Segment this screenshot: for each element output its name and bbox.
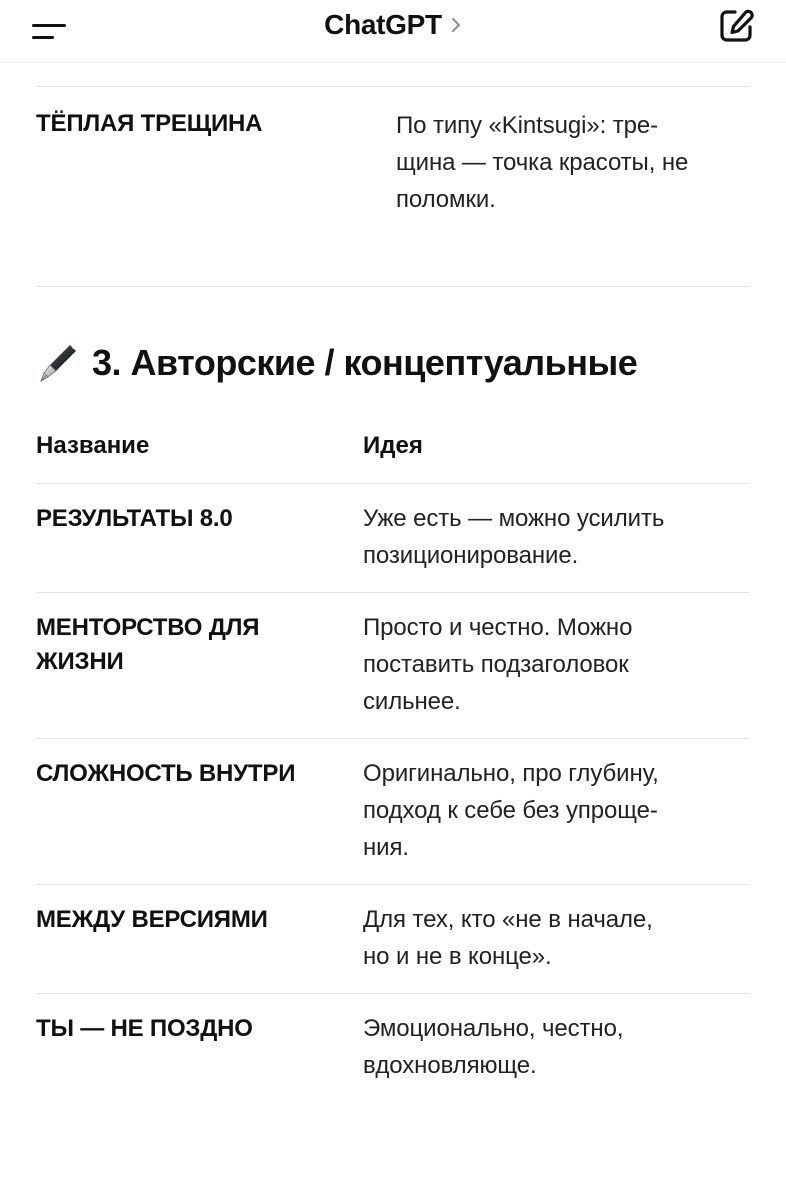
app-title: ChatGPT bbox=[324, 9, 442, 40]
column-header-idea: Идея bbox=[363, 432, 423, 459]
row-name: РЕЗУЛЬТАТЫ 8.0 bbox=[36, 505, 233, 532]
menu-icon bbox=[32, 24, 66, 27]
table-row bbox=[36, 885, 750, 994]
menu-button[interactable] bbox=[22, 10, 78, 50]
app-header bbox=[0, 0, 786, 63]
row-name: ТЁПЛАЯ ТРЕЩИНА bbox=[36, 110, 263, 137]
table-row bbox=[36, 739, 750, 885]
table-row bbox=[36, 994, 750, 1102]
column-header-name: Название bbox=[36, 432, 150, 459]
conversation-content bbox=[36, 62, 750, 1102]
fountain-pen-icon bbox=[36, 341, 80, 385]
row-idea: Эмоционально, честно, вдохновляюще. bbox=[363, 1015, 624, 1079]
row-idea: Оригинально, про глубину, подход к себе без упроще- ния. bbox=[363, 760, 659, 861]
new-chat-icon bbox=[716, 6, 756, 46]
new-chat-button[interactable] bbox=[708, 2, 764, 50]
section-heading bbox=[36, 335, 750, 391]
row-idea: По типу «Kintsugi»: тре- щина — точка красоты, не поломки. bbox=[396, 112, 689, 213]
row-name: МЕНТОРСТВО ДЛЯ ЖИЗНИ bbox=[36, 614, 260, 675]
model-selector-button[interactable] bbox=[324, 9, 462, 41]
table-row bbox=[36, 593, 750, 739]
table-row bbox=[36, 484, 750, 593]
row-name: СЛОЖНОСТЬ ВНУТРИ bbox=[36, 760, 296, 787]
table-header bbox=[36, 419, 750, 484]
chevron-right-icon bbox=[450, 17, 462, 33]
row-idea: Для тех, кто «не в начале, но и не в конце». bbox=[363, 906, 653, 970]
row-name: МЕЖДУ ВЕРСИЯМИ bbox=[36, 906, 268, 933]
table-row bbox=[36, 87, 750, 287]
row-idea: Просто и честно. Можно поставить подзаголовок сильнее. bbox=[363, 614, 633, 715]
names-table bbox=[36, 419, 750, 1102]
row-name: ТЫ — НЕ ПОЗДНО bbox=[36, 1015, 253, 1042]
section-title: 3. Авторские / концептуальные bbox=[92, 342, 638, 383]
row-idea: Уже есть — можно усилить позиционирование. bbox=[363, 505, 665, 569]
